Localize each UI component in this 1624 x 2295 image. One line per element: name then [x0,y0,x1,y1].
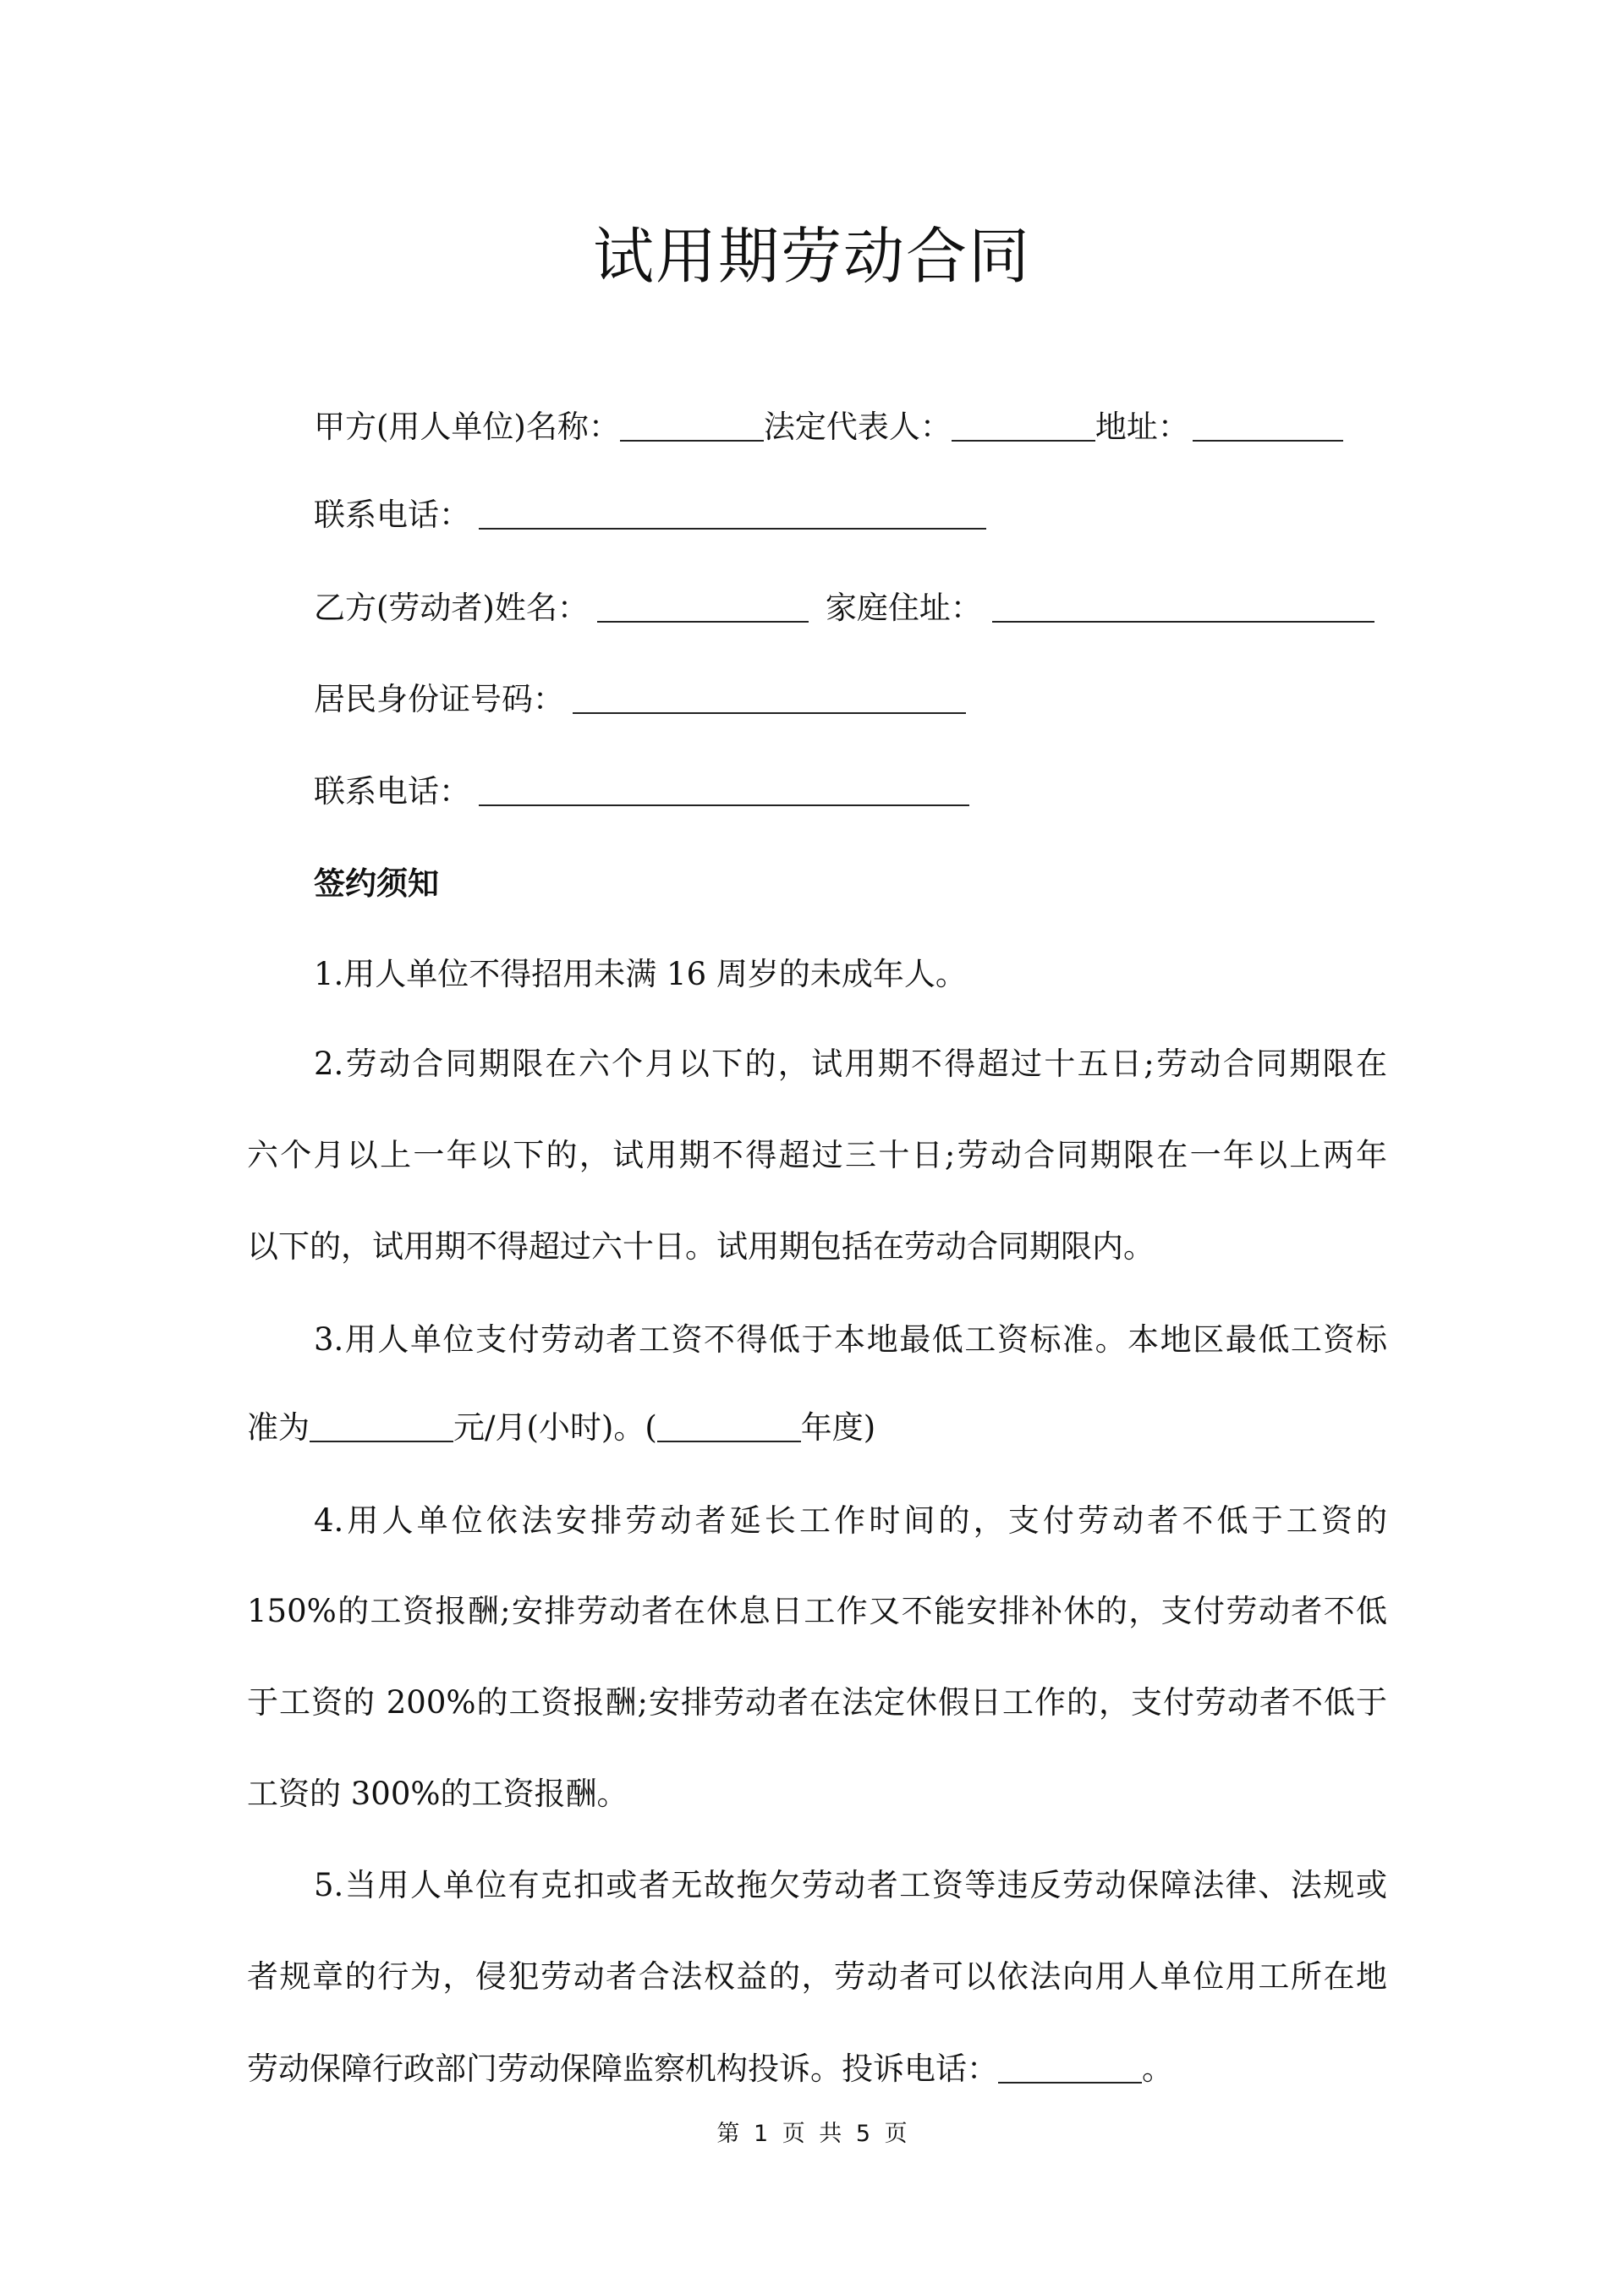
party-a-addr-blank[interactable] [1193,406,1343,442]
party-b-id-label: 居民身份证号码： [314,681,564,717]
item-3-text: 准为 [247,1409,310,1446]
party-b-phone-blank[interactable] [479,771,969,806]
item-1: 1.用人单位不得招用未满 16 周岁的未成年人。 [314,956,967,992]
party-b-home-blank[interactable] [992,587,1374,623]
item-3-line: 3.用人单位支付劳动者工资不得低于本地最低工资标准。本地区最低工资标 [314,1321,1387,1358]
party-a-phone-label: 联系电话： [314,497,470,533]
party-a-name-label: 甲方(用人单位)名称： [314,409,620,445]
page-footer: 第 1 页 共 5 页 [716,2121,908,2147]
item-5-line [247,2048,1387,2090]
document-title: 试用期劳动合同 [592,221,1031,292]
complaint-phone-blank[interactable] [998,2048,1142,2084]
item-3-text: 年度) [800,1409,876,1446]
party-b-name-label: 乙方(劳动者)姓名： [314,590,589,626]
item-2-line: 以下的，试用期不得超过六十日。试用期包括在劳动合同期限内。 [247,1228,1155,1265]
item-5-text: 劳动保障行政部门劳动保障监察机构投诉。投诉电话： [247,2051,998,2087]
item-5-line: 者规章的行为，侵犯劳动者合法权益的，劳动者可以依法向用人单位用工所在地 [247,1958,1387,1995]
party-b-phone-label: 联系电话： [314,773,470,810]
party-b-name-blank[interactable] [597,587,809,623]
item-4-line: 4.用人单位依法安排劳动者延长工作时间的，支付劳动者不低于工资的 [314,1502,1387,1539]
item-5-line: 5.当用人单位有克扣或者无故拖欠劳动者工资等违反劳动保障法律、法规或 [314,1867,1387,1903]
item-3-text: 元/月(小时)。( [453,1409,657,1446]
item-4-line: 于工资的 200%的工资报酬;安排劳动者在法定休假日工作的，支付劳动者不低于 [247,1684,1387,1721]
party-a-rep-label: 法定代表人： [763,409,952,445]
party-b-line-3 [314,771,1387,813]
party-b-home-label: 家庭住址： [825,590,982,626]
party-a-rep-blank[interactable] [952,406,1095,442]
party-a-name-blank[interactable] [620,406,764,442]
notice-heading: 签约须知 [314,865,439,902]
party-a-line-2 [314,494,1387,536]
item-2-line: 2.劳动合同期限在六个月以下的，试用期不得超过十五日;劳动合同期限在 [314,1046,1387,1082]
item-3-line [247,1407,1387,1449]
min-wage-blank[interactable] [310,1407,453,1442]
party-b-id-blank[interactable] [573,678,966,714]
party-a-addr-label: 地址： [1095,409,1189,445]
party-b-line-2 [314,678,1387,721]
party-a-phone-blank[interactable] [479,494,986,530]
year-blank[interactable] [657,1407,801,1442]
item-2-line: 六个月以上一年以下的，试用期不得超过三十日;劳动合同期限在一年以上两年 [247,1137,1387,1173]
item-4-line: 工资的 300%的工资报酬。 [247,1776,628,1812]
party-b-line-1 [314,587,1387,629]
item-4-line: 150%的工资报酬;安排劳动者在休息日工作又不能安排补休的，支付劳动者不低 [247,1593,1387,1629]
party-a-line-1 [314,406,1387,448]
item-5-text: 。 [1142,2051,1173,2087]
